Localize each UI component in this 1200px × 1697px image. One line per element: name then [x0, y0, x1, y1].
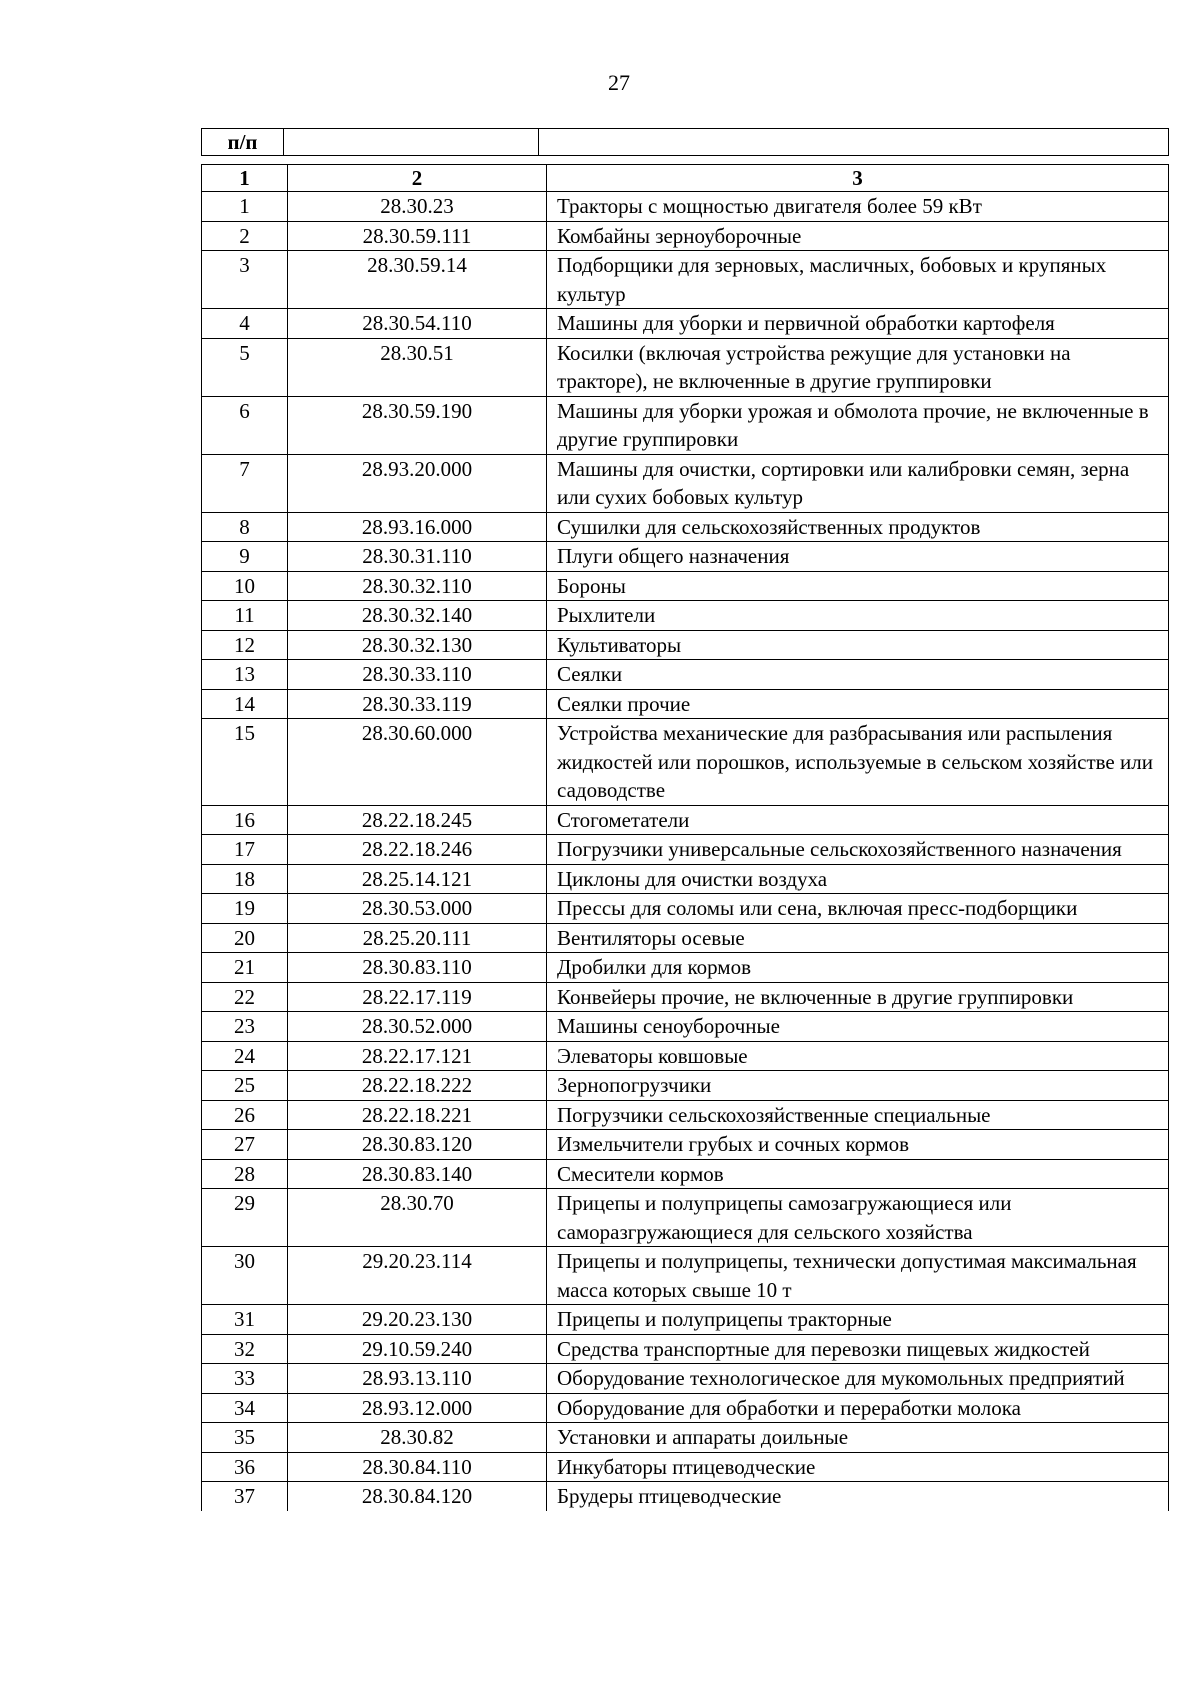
okpd-code: 28.30.82 — [288, 1423, 547, 1453]
table-row — [202, 309, 1169, 339]
row-number: 21 — [202, 953, 288, 983]
equipment-name: Установки и аппараты доильные — [547, 1423, 1169, 1453]
row-number: 17 — [202, 835, 288, 865]
table-row — [202, 1334, 1169, 1364]
okpd-code: 28.30.32.110 — [288, 571, 547, 601]
row-number: 16 — [202, 805, 288, 835]
equipment-name: Сушилки для сельскохозяйственных продуктов — [547, 512, 1169, 542]
okpd-code: 28.30.33.119 — [288, 689, 547, 719]
equipment-name: Зернопогрузчики — [547, 1071, 1169, 1101]
equipment-name: Культиваторы — [547, 630, 1169, 660]
row-number: 36 — [202, 1452, 288, 1482]
column-number-2: 2 — [288, 165, 547, 192]
okpd-code: 28.22.18.221 — [288, 1100, 547, 1130]
row-number: 7 — [202, 454, 288, 512]
row-number: 18 — [202, 864, 288, 894]
table-row — [202, 805, 1169, 835]
equipment-name: Измельчители грубых и сочных кормов — [547, 1130, 1169, 1160]
table-row — [202, 1071, 1169, 1101]
column-numbers-row — [202, 165, 1169, 192]
table-row — [202, 192, 1169, 222]
equipment-name: Бороны — [547, 571, 1169, 601]
row-number: 33 — [202, 1364, 288, 1394]
okpd-code: 28.30.53.000 — [288, 894, 547, 924]
column-number-3: 3 — [547, 165, 1169, 192]
row-number: 30 — [202, 1247, 288, 1305]
row-number: 27 — [202, 1130, 288, 1160]
table-row — [202, 1159, 1169, 1189]
okpd-code: 28.30.32.140 — [288, 601, 547, 631]
equipment-name: Рыхлители — [547, 601, 1169, 631]
okpd-code: 28.30.83.110 — [288, 953, 547, 983]
okpd-code: 28.93.12.000 — [288, 1393, 547, 1423]
equipment-name: Оборудование для обработки и переработки молока — [547, 1393, 1169, 1423]
okpd-code: 28.22.17.119 — [288, 982, 547, 1012]
table-row — [202, 864, 1169, 894]
row-number: 37 — [202, 1482, 288, 1511]
table-row — [202, 454, 1169, 512]
table-row — [202, 719, 1169, 806]
okpd-code: 28.22.18.222 — [288, 1071, 547, 1101]
row-number: 29 — [202, 1189, 288, 1247]
equipment-name: Машины для очистки, сортировки или калибровки семян, зерна или сухих бобовых культур — [547, 454, 1169, 512]
equipment-table — [201, 164, 1169, 1511]
okpd-code: 28.22.18.246 — [288, 835, 547, 865]
equipment-name: Брудеры птицеводческие — [547, 1482, 1169, 1511]
table-row — [202, 1100, 1169, 1130]
row-number: 3 — [202, 251, 288, 309]
table-row — [202, 953, 1169, 983]
table-row — [202, 1364, 1169, 1394]
table-row — [202, 1012, 1169, 1042]
okpd-code: 28.30.84.120 — [288, 1482, 547, 1511]
equipment-name: Комбайны зерноуборочные — [547, 221, 1169, 251]
row-number: 20 — [202, 923, 288, 953]
okpd-code: 28.30.83.140 — [288, 1159, 547, 1189]
row-number: 1 — [202, 192, 288, 222]
okpd-code: 28.30.60.000 — [288, 719, 547, 806]
okpd-code: 28.30.54.110 — [288, 309, 547, 339]
row-number: 35 — [202, 1423, 288, 1453]
row-number: 28 — [202, 1159, 288, 1189]
row-number: 22 — [202, 982, 288, 1012]
equipment-name: Средства транспортные для перевозки пищевых жидкостей — [547, 1334, 1169, 1364]
equipment-name: Дробилки для кормов — [547, 953, 1169, 983]
table-row — [202, 1452, 1169, 1482]
okpd-code: 28.30.70 — [288, 1189, 547, 1247]
okpd-code: 29.20.23.130 — [288, 1305, 547, 1335]
equipment-name: Элеваторы ковшовые — [547, 1041, 1169, 1071]
row-number: 5 — [202, 338, 288, 396]
row-number: 31 — [202, 1305, 288, 1335]
equipment-name: Устройства механические для разбрасывания или распыления жидкостей или порошков, используемые в сельском хозяйстве или садоводстве — [547, 719, 1169, 806]
row-number: 23 — [202, 1012, 288, 1042]
equipment-name: Подборщики для зерновых, масличных, бобовых и крупяных культур — [547, 251, 1169, 309]
row-number: 4 — [202, 309, 288, 339]
row-number: 10 — [202, 571, 288, 601]
table-row — [202, 630, 1169, 660]
okpd-code: 28.93.13.110 — [288, 1364, 547, 1394]
okpd-code: 28.22.17.121 — [288, 1041, 547, 1071]
equipment-name: Погрузчики сельскохозяйственные специальные — [547, 1100, 1169, 1130]
okpd-code: 28.25.20.111 — [288, 923, 547, 953]
row-number: 19 — [202, 894, 288, 924]
okpd-code: 28.30.84.110 — [288, 1452, 547, 1482]
equipment-name: Косилки (включая устройства режущие для установки на тракторе), не включенные в другие группировки — [547, 338, 1169, 396]
equipment-name: Оборудование технологическое для мукомольных предприятий — [547, 1364, 1169, 1394]
row-number: 2 — [202, 221, 288, 251]
column-number-1: 1 — [202, 165, 288, 192]
table-row — [202, 1189, 1169, 1247]
table-row — [202, 1423, 1169, 1453]
table-row — [202, 396, 1169, 454]
row-number: 14 — [202, 689, 288, 719]
okpd-code: 28.30.51 — [288, 338, 547, 396]
table-row — [202, 1130, 1169, 1160]
equipment-name: Сеялки — [547, 660, 1169, 690]
equipment-name: Прицепы и полуприцепы тракторные — [547, 1305, 1169, 1335]
okpd-code: 28.30.59.14 — [288, 251, 547, 309]
row-number: 9 — [202, 542, 288, 572]
table-row — [202, 1247, 1169, 1305]
row-number: 34 — [202, 1393, 288, 1423]
equipment-name: Прицепы и полуприцепы самозагружающиеся или саморазгружающиеся для сельского хозяйства — [547, 1189, 1169, 1247]
header-cell-code — [284, 129, 539, 156]
header-cell-name — [539, 129, 1169, 156]
okpd-code: 28.30.23 — [288, 192, 547, 222]
equipment-name: Конвейеры прочие, не включенные в другие группировки — [547, 982, 1169, 1012]
okpd-code: 28.30.32.130 — [288, 630, 547, 660]
okpd-code: 28.30.59.190 — [288, 396, 547, 454]
table-row — [202, 571, 1169, 601]
equipment-name: Плуги общего назначения — [547, 542, 1169, 572]
row-number: 25 — [202, 1071, 288, 1101]
equipment-name: Циклоны для очистки воздуха — [547, 864, 1169, 894]
okpd-code: 28.30.83.120 — [288, 1130, 547, 1160]
equipment-name: Погрузчики универсальные сельскохозяйственного назначения — [547, 835, 1169, 865]
table-row — [202, 1041, 1169, 1071]
table-row — [202, 982, 1169, 1012]
okpd-code: 28.30.33.110 — [288, 660, 547, 690]
table-row — [202, 894, 1169, 924]
table-row — [202, 1393, 1169, 1423]
table-row — [202, 251, 1169, 309]
header-continuation-table — [201, 128, 1169, 156]
row-number: 13 — [202, 660, 288, 690]
equipment-name: Инкубаторы птицеводческие — [547, 1452, 1169, 1482]
table-row — [202, 1482, 1169, 1511]
equipment-name: Машины сеноуборочные — [547, 1012, 1169, 1042]
okpd-code: 28.25.14.121 — [288, 864, 547, 894]
table-row — [202, 601, 1169, 631]
row-number: 15 — [202, 719, 288, 806]
row-number: 11 — [202, 601, 288, 631]
row-number: 24 — [202, 1041, 288, 1071]
equipment-name: Прицепы и полуприцепы, технически допустимая максимальная масса которых свыше 10 т — [547, 1247, 1169, 1305]
okpd-code: 28.93.16.000 — [288, 512, 547, 542]
page-number: 27 — [608, 70, 630, 95]
table-row — [202, 689, 1169, 719]
equipment-name: Сеялки прочие — [547, 689, 1169, 719]
okpd-code: 28.30.52.000 — [288, 1012, 547, 1042]
table-row — [202, 542, 1169, 572]
okpd-code: 28.22.18.245 — [288, 805, 547, 835]
header-cell-number: п/п — [202, 129, 284, 156]
table-row — [202, 512, 1169, 542]
row-number: 32 — [202, 1334, 288, 1364]
equipment-name: Прессы для соломы или сена, включая пресс-подборщики — [547, 894, 1169, 924]
equipment-name: Тракторы с мощностью двигателя более 59 кВт — [547, 192, 1169, 222]
row-number: 26 — [202, 1100, 288, 1130]
okpd-code: 28.30.31.110 — [288, 542, 547, 572]
equipment-name: Вентиляторы осевые — [547, 923, 1169, 953]
table-row — [202, 1305, 1169, 1335]
row-number: 8 — [202, 512, 288, 542]
equipment-name: Машины для уборки и первичной обработки картофеля — [547, 309, 1169, 339]
table-row — [202, 221, 1169, 251]
header-row — [202, 129, 1169, 156]
table-row — [202, 660, 1169, 690]
row-number: 6 — [202, 396, 288, 454]
row-number: 12 — [202, 630, 288, 660]
okpd-code: 28.30.59.111 — [288, 221, 547, 251]
okpd-code: 29.10.59.240 — [288, 1334, 547, 1364]
table-row — [202, 835, 1169, 865]
okpd-code: 28.93.20.000 — [288, 454, 547, 512]
table-row — [202, 923, 1169, 953]
equipment-name: Машины для уборки урожая и обмолота прочие, не включенные в другие группировки — [547, 396, 1169, 454]
table-row — [202, 338, 1169, 396]
table-body — [202, 192, 1169, 1511]
equipment-name: Стогометатели — [547, 805, 1169, 835]
equipment-name: Смесители кормов — [547, 1159, 1169, 1189]
okpd-code: 29.20.23.114 — [288, 1247, 547, 1305]
